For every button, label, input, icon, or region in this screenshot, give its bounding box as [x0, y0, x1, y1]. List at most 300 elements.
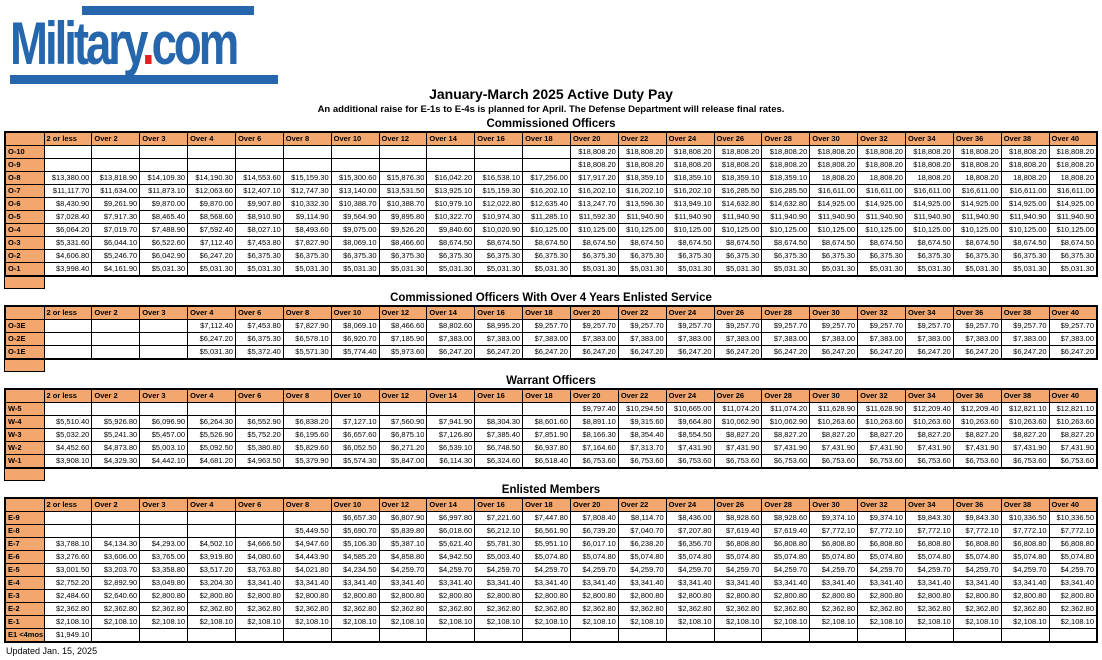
pay-cell: $18,808.20 — [905, 146, 953, 159]
pay-cell: $3,517.20 — [188, 564, 236, 577]
pay-cell — [140, 320, 188, 333]
pay-cell — [475, 146, 523, 159]
section-title: Commissioned Officers With Over 4 Years Enlisted Service — [390, 292, 712, 305]
pay-cell: $14,190.30 — [188, 172, 236, 185]
pay-cell: $8,674.50 — [666, 237, 714, 250]
pay-cell: $5,032.20 — [44, 429, 92, 442]
pay-cell: $16,202.10 — [618, 185, 666, 198]
pay-cell: $8,674.50 — [1049, 237, 1097, 250]
pay-cell: $18,808.20 — [953, 146, 1001, 159]
pay-cell: $5,031.30 — [714, 263, 762, 277]
pay-cell: $7,313.70 — [618, 442, 666, 455]
pay-cell: $2,362.80 — [235, 603, 283, 616]
row-label: O-1E — [5, 346, 44, 360]
pay-cell: $11,117.70 — [44, 185, 92, 198]
pay-cell: $6,748.50 — [475, 442, 523, 455]
pay-cell: 18,808.20 — [858, 172, 906, 185]
pay-cell — [92, 525, 140, 538]
column-header: Over 32 — [858, 132, 906, 146]
column-header: Over 18 — [523, 389, 571, 403]
pay-cell: $2,108.10 — [523, 616, 571, 629]
column-header: Over 26 — [714, 132, 762, 146]
column-header: Over 12 — [379, 306, 427, 320]
pay-cell: $11,940.90 — [762, 211, 810, 224]
pay-cell: $9,075.00 — [331, 224, 379, 237]
pay-cell: $5,926.80 — [92, 416, 140, 429]
pay-cell: $6,875.10 — [379, 429, 427, 442]
pay-cell: $4,947.60 — [283, 538, 331, 551]
pay-cell: $4,873.80 — [92, 442, 140, 455]
pay-cell: $7,772.10 — [1049, 525, 1097, 538]
pay-cell: $6,375.30 — [1001, 250, 1049, 263]
pay-cell: $11,074.20 — [714, 403, 762, 416]
pay-cell: $3,341.40 — [762, 577, 810, 590]
column-header: Over 10 — [331, 132, 379, 146]
pay-cell: $6,052.50 — [331, 442, 379, 455]
header-row — [5, 389, 1097, 403]
table-row — [5, 629, 1097, 643]
pay-cell: $8,069.10 — [331, 237, 379, 250]
pay-cell: $2,108.10 — [140, 616, 188, 629]
pay-section — [0, 375, 1102, 481]
pay-cell: $7,221.60 — [475, 512, 523, 525]
pay-cell: $6,375.30 — [235, 333, 283, 346]
table-row — [5, 237, 1097, 250]
pay-cell: $7,851.90 — [523, 429, 571, 442]
pay-cell: $7,019.70 — [92, 224, 140, 237]
pay-cell: $8,674.50 — [858, 237, 906, 250]
pay-cell: $10,062.90 — [762, 416, 810, 429]
pay-cell: $8,674.50 — [570, 237, 618, 250]
pay-cell: $6,753.60 — [953, 455, 1001, 469]
corner-cell — [5, 132, 44, 146]
pay-cell — [618, 629, 666, 643]
pay-cell: $6,375.30 — [905, 250, 953, 263]
row-label: E-3 — [5, 590, 44, 603]
pay-cell: $5,031.30 — [235, 263, 283, 277]
row-label: W-5 — [5, 403, 44, 416]
updated-date: Updated Jan. 15, 2025 — [6, 646, 98, 657]
table-row — [5, 525, 1097, 538]
pay-cell: $7,772.10 — [905, 525, 953, 538]
pay-cell: $18,808.20 — [1001, 159, 1049, 172]
pay-cell: $7,808.40 — [570, 512, 618, 525]
pay-cell: $8,827.20 — [1049, 429, 1097, 442]
column-header: Over 24 — [666, 132, 714, 146]
pay-cell: $4,681.20 — [188, 455, 236, 469]
pay-cell: $4,452.60 — [44, 442, 92, 455]
pay-cell: $4,502.10 — [188, 538, 236, 551]
section-title: Commissioned Officers — [486, 118, 616, 131]
pay-cell: $6,808.80 — [714, 538, 762, 551]
table-row — [5, 577, 1097, 590]
pay-cell: $10,125.00 — [1001, 224, 1049, 237]
pay-cell: $5,973.60 — [379, 346, 427, 360]
pay-cell — [283, 403, 331, 416]
column-header: Over 26 — [714, 306, 762, 320]
pay-cell: $5,074.80 — [570, 551, 618, 564]
pay-cell: $10,020.90 — [475, 224, 523, 237]
pay-cell: $2,800.80 — [379, 590, 427, 603]
table-row — [5, 146, 1097, 159]
pay-cell: $11,074.20 — [762, 403, 810, 416]
pay-cell: $18,808.20 — [570, 159, 618, 172]
pay-cell: $12,821.10 — [1001, 403, 1049, 416]
table-row — [5, 263, 1097, 277]
pay-cell: $6,375.30 — [714, 250, 762, 263]
pay-cell: $4,259.70 — [427, 564, 475, 577]
pay-table — [4, 305, 1098, 360]
table-row — [5, 538, 1097, 551]
pay-cell: $6,324.60 — [475, 455, 523, 469]
column-header: Over 36 — [953, 498, 1001, 512]
pay-cell: $10,125.00 — [523, 224, 571, 237]
pay-cell: $2,752.20 — [44, 577, 92, 590]
pay-cell: $3,341.40 — [331, 577, 379, 590]
pay-cell: $5,074.80 — [523, 551, 571, 564]
pay-cell: $6,375.30 — [235, 250, 283, 263]
table-row — [5, 603, 1097, 616]
pay-cell: $8,465.40 — [140, 211, 188, 224]
pay-cell: $9,257.70 — [570, 320, 618, 333]
pay-cell: $6,375.30 — [618, 250, 666, 263]
column-header: Over 30 — [810, 132, 858, 146]
pay-cell: $6,247.20 — [188, 250, 236, 263]
pay-cell: $9,257.70 — [618, 320, 666, 333]
pay-cell: $9,257.70 — [1001, 320, 1049, 333]
pay-cell: $6,271.20 — [379, 442, 427, 455]
pay-section — [0, 292, 1102, 372]
pay-cell: $8,466.60 — [379, 320, 427, 333]
label-column-stub — [4, 277, 45, 289]
pay-cell: $7,383.00 — [1001, 333, 1049, 346]
pay-cell: $7,941.90 — [427, 416, 475, 429]
pay-cell: $3,919.80 — [188, 551, 236, 564]
pay-cell — [523, 629, 571, 643]
pay-cell: $6,096.90 — [140, 416, 188, 429]
column-header: Over 8 — [283, 389, 331, 403]
pay-cell: $6,997.80 — [427, 512, 475, 525]
pay-cell: $7,164.60 — [570, 442, 618, 455]
column-header: Over 30 — [810, 498, 858, 512]
pay-cell — [283, 159, 331, 172]
pay-cell: $6,247.20 — [618, 346, 666, 360]
column-header: Over 28 — [762, 306, 810, 320]
pay-cell: $2,362.80 — [570, 603, 618, 616]
pay-cell: $7,185.90 — [379, 333, 427, 346]
pay-cell: $15,159.30 — [283, 172, 331, 185]
pay-cell: $2,800.80 — [810, 590, 858, 603]
pay-cell: 18,808.20 — [810, 172, 858, 185]
column-header: Over 38 — [1001, 132, 1049, 146]
pay-cell: $6,657.30 — [331, 512, 379, 525]
table-row — [5, 590, 1097, 603]
pay-cell: $3,341.40 — [283, 577, 331, 590]
pay-cell: $11,592.30 — [570, 211, 618, 224]
table-row — [5, 551, 1097, 564]
pay-cell: $9,564.90 — [331, 211, 379, 224]
pay-cell: $2,108.10 — [44, 616, 92, 629]
pay-cell: 18,808.20 — [953, 172, 1001, 185]
pay-cell — [331, 403, 379, 416]
pay-cell — [140, 629, 188, 643]
column-header: Over 16 — [475, 132, 523, 146]
pay-cell — [92, 159, 140, 172]
column-header: 2 or less — [44, 306, 92, 320]
pay-cell: $10,125.00 — [762, 224, 810, 237]
pay-cell: $2,362.80 — [953, 603, 1001, 616]
pay-cell — [1049, 629, 1097, 643]
pay-cell: $2,108.10 — [331, 616, 379, 629]
pay-cell: $7,383.00 — [427, 333, 475, 346]
pay-cell: $17,917.20 — [570, 172, 618, 185]
pay-cell: $2,800.80 — [1049, 590, 1097, 603]
table-row — [5, 616, 1097, 629]
column-header: Over 22 — [618, 389, 666, 403]
pay-cell — [140, 403, 188, 416]
pay-cell: $7,431.90 — [858, 442, 906, 455]
pay-cell: $10,336.50 — [1049, 512, 1097, 525]
pay-cell: $9,257.70 — [810, 320, 858, 333]
pay-cell: $2,800.80 — [666, 590, 714, 603]
table-row — [5, 333, 1097, 346]
column-header: Over 36 — [953, 389, 1001, 403]
pay-cell — [140, 512, 188, 525]
pay-cell — [188, 629, 236, 643]
pay-cell: $3,341.40 — [905, 577, 953, 590]
pay-cell: $11,940.90 — [810, 211, 858, 224]
pay-cell: $6,064.20 — [44, 224, 92, 237]
pay-cell: $8,674.50 — [810, 237, 858, 250]
pay-cell: $10,125.00 — [666, 224, 714, 237]
pay-cell — [666, 629, 714, 643]
pay-cell: $6,753.60 — [1001, 455, 1049, 469]
pay-cell — [331, 159, 379, 172]
pay-cell: $12,407.10 — [235, 185, 283, 198]
pay-cell: $5,246.70 — [92, 250, 140, 263]
pay-cell — [427, 146, 475, 159]
column-header: Over 38 — [1001, 389, 1049, 403]
column-header: Over 16 — [475, 498, 523, 512]
pay-cell: $6,018.60 — [427, 525, 475, 538]
pay-cell: $8,114.70 — [618, 512, 666, 525]
pay-cell: $9,257.70 — [953, 320, 1001, 333]
pay-cell: $7,040.70 — [618, 525, 666, 538]
pay-cell: $6,807.90 — [379, 512, 427, 525]
pay-cell: $5,387.10 — [379, 538, 427, 551]
pay-cell: $8,827.20 — [810, 429, 858, 442]
pay-cell: $16,285.50 — [714, 185, 762, 198]
column-header: Over 10 — [331, 498, 379, 512]
pay-cell: $10,388.70 — [379, 198, 427, 211]
pay-cell: $5,457.00 — [140, 429, 188, 442]
pay-cell: $7,383.00 — [810, 333, 858, 346]
pay-cell: $5,372.40 — [235, 346, 283, 360]
pay-chart-page — [0, 6, 1102, 656]
row-label: O-6 — [5, 198, 44, 211]
pay-cell: $6,212.10 — [475, 525, 523, 538]
pay-cell: $10,125.00 — [570, 224, 618, 237]
pay-cell: $6,753.60 — [618, 455, 666, 469]
pay-cell — [235, 159, 283, 172]
pay-cell: $4,134.30 — [92, 538, 140, 551]
pay-cell: $4,606.80 — [44, 250, 92, 263]
column-header: Over 28 — [762, 132, 810, 146]
row-label: E-7 — [5, 538, 44, 551]
column-header: Over 38 — [1001, 306, 1049, 320]
pay-cell: $6,838.20 — [283, 416, 331, 429]
pay-cell: $8,601.60 — [523, 416, 571, 429]
pay-cell: $2,362.80 — [379, 603, 427, 616]
pay-cell: $5,847.00 — [379, 455, 427, 469]
pay-cell: $8,436.00 — [666, 512, 714, 525]
pay-cell: $6,375.30 — [523, 250, 571, 263]
pay-cell — [953, 629, 1001, 643]
pay-cell — [235, 403, 283, 416]
pay-cell — [235, 525, 283, 538]
pay-cell: $7,619.40 — [714, 525, 762, 538]
pay-cell: $6,375.30 — [283, 250, 331, 263]
pay-cell: $6,808.80 — [810, 538, 858, 551]
pay-cell: $12,635.40 — [523, 198, 571, 211]
pay-cell: $5,031.30 — [475, 263, 523, 277]
pay-cell: 18,808.20 — [1049, 172, 1097, 185]
pay-cell: $5,031.30 — [666, 263, 714, 277]
pay-cell: $2,362.80 — [618, 603, 666, 616]
pay-cell: $6,808.80 — [858, 538, 906, 551]
pay-cell: $7,383.00 — [858, 333, 906, 346]
pay-cell: $16,042.20 — [427, 172, 475, 185]
column-header: Over 40 — [1049, 132, 1097, 146]
pay-cell: $13,818.90 — [92, 172, 140, 185]
pay-cell: $7,383.00 — [666, 333, 714, 346]
pay-cell: $2,108.10 — [618, 616, 666, 629]
pay-cell: $18,808.20 — [1049, 146, 1097, 159]
pay-cell: $2,362.80 — [858, 603, 906, 616]
pay-cell: $6,264.30 — [188, 416, 236, 429]
column-header: Over 10 — [331, 306, 379, 320]
pay-cell: $2,362.80 — [331, 603, 379, 616]
pay-cell: $8,910.90 — [235, 211, 283, 224]
table-row — [5, 564, 1097, 577]
column-header: Over 18 — [523, 306, 571, 320]
pay-cell: $10,322.70 — [427, 211, 475, 224]
column-header: Over 20 — [570, 306, 618, 320]
pay-cell: $10,263.60 — [953, 416, 1001, 429]
pay-cell: $2,362.80 — [475, 603, 523, 616]
column-header: Over 32 — [858, 498, 906, 512]
pay-cell: $10,263.60 — [810, 416, 858, 429]
military-com-logo — [10, 6, 310, 84]
pay-cell — [427, 403, 475, 416]
pay-cell: $6,247.20 — [475, 346, 523, 360]
pay-cell: $8,891.10 — [570, 416, 618, 429]
pay-cell: $8,493.60 — [283, 224, 331, 237]
row-label: W-4 — [5, 416, 44, 429]
pay-cell: $7,126.80 — [427, 429, 475, 442]
pay-cell: $2,108.10 — [92, 616, 140, 629]
pay-cell: $18,359.10 — [618, 172, 666, 185]
pay-cell: $2,800.80 — [953, 590, 1001, 603]
pay-cell: $11,940.90 — [714, 211, 762, 224]
pay-cell: $6,539.10 — [427, 442, 475, 455]
pay-cell — [92, 512, 140, 525]
pay-cell: $14,109.30 — [140, 172, 188, 185]
pay-cell: $9,840.60 — [427, 224, 475, 237]
pay-cell: $5,829.60 — [283, 442, 331, 455]
pay-cell: $4,259.70 — [762, 564, 810, 577]
pay-cell: $8,466.60 — [379, 237, 427, 250]
pay-cell: $2,362.80 — [905, 603, 953, 616]
row-label: E-9 — [5, 512, 44, 525]
pay-cell: $3,203.70 — [92, 564, 140, 577]
pay-cell — [283, 512, 331, 525]
pay-cell: $2,108.10 — [714, 616, 762, 629]
pay-cell: $2,800.80 — [235, 590, 283, 603]
pay-cell: $6,375.30 — [858, 250, 906, 263]
pay-cell: $5,074.80 — [666, 551, 714, 564]
column-header: Over 20 — [570, 498, 618, 512]
pay-cell: $18,808.20 — [714, 159, 762, 172]
pay-cell: $5,031.30 — [762, 263, 810, 277]
pay-cell: $7,431.90 — [666, 442, 714, 455]
pay-cell: $9,257.70 — [858, 320, 906, 333]
pay-cell: $7,431.90 — [905, 442, 953, 455]
pay-cell: $4,259.70 — [666, 564, 714, 577]
pay-cell: $6,247.20 — [762, 346, 810, 360]
pay-cell — [714, 629, 762, 643]
pay-cell: $5,031.30 — [283, 263, 331, 277]
pay-cell: $4,442.10 — [140, 455, 188, 469]
pay-cell: $4,585.20 — [331, 551, 379, 564]
pay-cell: $3,341.40 — [714, 577, 762, 590]
pay-cell: $3,001.50 — [44, 564, 92, 577]
pay-cell — [92, 333, 140, 346]
pay-cell: $4,259.70 — [570, 564, 618, 577]
pay-cell: $11,628.90 — [810, 403, 858, 416]
pay-cell: $9,870.00 — [140, 198, 188, 211]
pay-cell: $15,876.30 — [379, 172, 427, 185]
corner-cell — [5, 498, 44, 512]
column-header: Over 34 — [905, 498, 953, 512]
pay-cell — [235, 629, 283, 643]
column-header: Over 4 — [188, 389, 236, 403]
pay-cell: $3,998.40 — [44, 263, 92, 277]
column-header: 2 or less — [44, 389, 92, 403]
pay-cell: $8,674.50 — [427, 237, 475, 250]
pay-cell: $5,074.80 — [858, 551, 906, 564]
row-label: O-2E — [5, 333, 44, 346]
column-header: Over 40 — [1049, 498, 1097, 512]
pay-cell: $12,063.60 — [188, 185, 236, 198]
column-header: Over 8 — [283, 132, 331, 146]
pay-cell: $7,383.00 — [618, 333, 666, 346]
pay-cell: $10,263.60 — [1049, 416, 1097, 429]
pay-cell: $9,315.60 — [618, 416, 666, 429]
pay-cell: $11,940.90 — [858, 211, 906, 224]
pay-cell: $6,247.20 — [523, 346, 571, 360]
section-title: Enlisted Members — [501, 484, 601, 497]
pay-cell — [570, 629, 618, 643]
pay-cell: $15,300.60 — [331, 172, 379, 185]
pay-cell: $18,359.10 — [714, 172, 762, 185]
column-header: Over 6 — [235, 389, 283, 403]
pay-cell: $2,108.10 — [905, 616, 953, 629]
pay-cell: $7,453.80 — [235, 320, 283, 333]
pay-cell: $13,380.00 — [44, 172, 92, 185]
pay-cell: $8,827.20 — [762, 429, 810, 442]
page-title: January-March 2025 Active Duty Pay — [429, 86, 673, 103]
